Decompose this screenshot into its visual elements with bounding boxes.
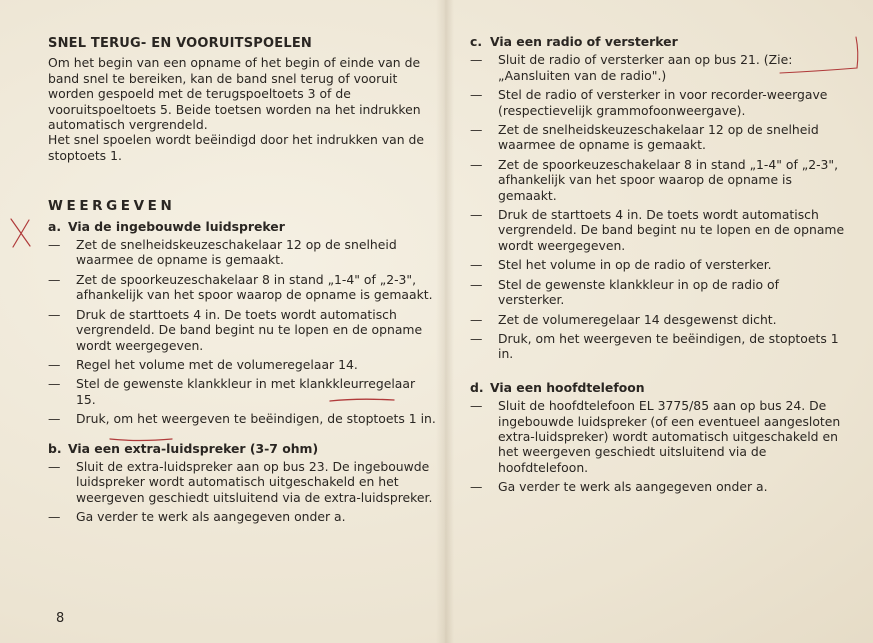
pen-cross-mark: [8, 216, 34, 250]
subsection-letter: a.: [48, 218, 62, 234]
subsection-title: Via een extra-luidspreker (3-7 ohm): [68, 440, 319, 456]
dash-bullet: —: [48, 237, 61, 253]
left-page: [48, 36, 438, 529]
list-item: — Stel het volume in op de radio of versterker.: [470, 257, 772, 273]
paragraph-spool-stop: Het snel spoelen wordt beëindigd door het indrukken van de stoptoets 1.: [48, 132, 425, 163]
subsection-title: Via een hoofdtelefoon: [490, 379, 645, 395]
dash-bullet: —: [48, 306, 61, 322]
subsection-c-title: [470, 34, 848, 49]
subsection-a-title: [48, 219, 438, 234]
list-item: — Druk de starttoets 4 in. De toets wordt automatisch vergrendeld. De band begint nu te lopen en de opname wordt weergegeven.: [470, 207, 845, 253]
dash-bullet: —: [470, 52, 483, 68]
list-item: — Sluit de extra-luidspreker aan op bus 23. De ingebouwde luidspreker wordt automatisch uitgeschakeld en het weergeven geschiedt uitsluitend via de extra-luidspreker.: [48, 458, 433, 505]
list-item: — Druk, om het weergeven te beëindigen, de stoptoets 1 in.: [48, 411, 436, 427]
dash-bullet: —: [48, 509, 61, 525]
list-item: — Zet de spoorkeuzeschakelaar 8 in stand „1-4" of „2-3", afhankelijk van het spoor waarop de opname is gemaakt.: [48, 271, 433, 303]
list-item: — Druk de starttoets 4 in. De toets wordt automatisch vergrendeld. De band begint nu te lopen en de opname wordt weergegeven.: [48, 306, 423, 353]
dash-bullet: —: [470, 122, 483, 138]
subsection-b-title: [48, 441, 438, 456]
dash-bullet: —: [48, 411, 61, 427]
dash-bullet: —: [48, 458, 61, 474]
list-item: — Sluit de hoofdtelefoon EL 3775/85 aan op bus 24. De ingebouwde luidspreker (of een eventueel aangesloten extra-luidspreker) wordt automatisch uitgeschakeld en het weergeven geschiedt uitsluitend via de hoofdtelefoon.: [470, 398, 841, 475]
list-item: — Ga verder te werk als aangegeven onder a.: [470, 479, 768, 495]
subsection-letter: c.: [470, 34, 483, 49]
heading-rewind-forward: SNEL TERUG- EN VOORUITSPOELEN: [48, 36, 312, 51]
page-number: 8: [56, 611, 65, 626]
list-item: — Druk, om het weergeven te beëindigen, de stoptoets 1 in.: [470, 330, 839, 362]
subsection-title: Via de ingebouwde luidspreker: [68, 218, 285, 234]
dash-bullet: —: [470, 311, 483, 327]
book-gutter: [436, 0, 454, 643]
list-item: — Stel de radio of versterker in voor recorder-weergave (respectievelijk grammofoonweergave).: [470, 87, 828, 118]
dash-bullet: —: [470, 207, 483, 223]
list-item: — Zet de spoorkeuzeschakelaar 8 in stand „1-4" of „2-3", afhankelijk van het spoor waarop de opname is gemaakt.: [470, 156, 839, 203]
section-title-playback: WEERGEVEN: [48, 198, 176, 215]
paragraph-spool-intro: Om het begin van een opname of het begin of einde van de band snel te bereiken, kan de band snel terug of vooruit worden gespoeld met de terugspoeltoets 3 of de vooruitspoeltoets 5. Beide toetsen worden na het indrukken automatisch vergrendeld.: [48, 55, 421, 133]
dash-bullet: —: [470, 330, 483, 346]
dash-bullet: —: [48, 271, 61, 287]
dash-bullet: —: [470, 276, 483, 292]
dash-bullet: —: [470, 479, 483, 495]
dash-bullet: —: [470, 398, 483, 414]
subsection-letter: b.: [48, 440, 62, 456]
dash-bullet: —: [470, 87, 483, 103]
dash-bullet: —: [470, 257, 483, 273]
list-item: — Zet de volumeregelaar 14 desgewenst dicht.: [470, 311, 777, 327]
list-item: — Stel de gewenste klankkleur in met klankkleurregelaar 15.: [48, 376, 416, 407]
list-item: — Stel de gewenste klankkleur in op de radio of versterker.: [470, 276, 779, 308]
list-item: — Zet de snelheidskeuzeschakelaar 12 op de snelheid waarmee de opname is gemaakt.: [48, 237, 397, 268]
right-page: [470, 34, 848, 499]
list-item: — Regel het volume met de volumeregelaar 14.: [48, 356, 358, 372]
dash-bullet: —: [48, 376, 61, 392]
subsection-title: Via een radio of versterker: [490, 34, 678, 49]
list-item: — Sluit de radio of versterker aan op bus 21. (Zie: „Aansluiten van de radio".): [470, 52, 793, 83]
list-item: — Zet de snelheidskeuzeschakelaar 12 op de snelheid waarmee de opname is gemaakt.: [470, 122, 819, 153]
subsection-letter: d.: [470, 379, 484, 395]
subsection-d-title: [470, 380, 848, 395]
dash-bullet: —: [470, 156, 483, 172]
dash-bullet: —: [48, 356, 61, 372]
list-item: — Ga verder te werk als aangegeven onder a.: [48, 509, 346, 525]
